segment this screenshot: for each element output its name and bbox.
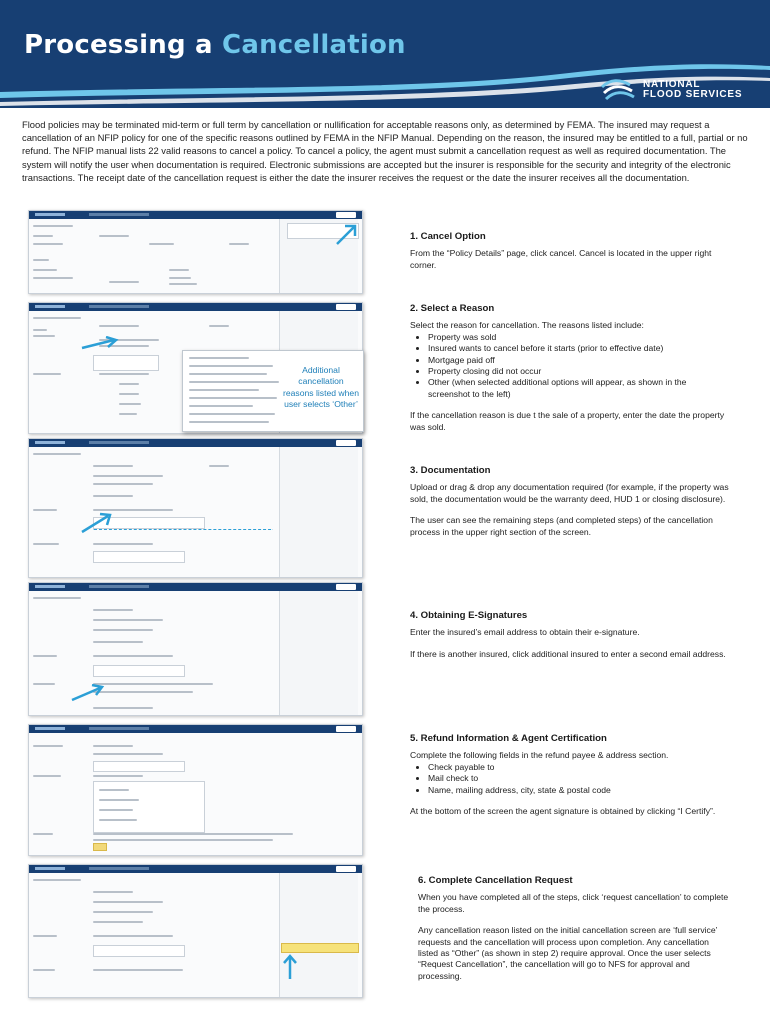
list-item: • Insured wants to cancel before it starts (prior to effective date) bbox=[428, 343, 730, 354]
step-refund-information bbox=[410, 733, 730, 827]
page-title: Processing a Cancellation bbox=[24, 30, 406, 60]
step-text: If the cancellation reason is due t the sale of a property, enter the date the property was sold. bbox=[410, 410, 725, 432]
step-heading: 2. Select a Reason bbox=[410, 303, 495, 314]
step-text: When you have completed all of the steps, click ‘request cancellation’ to complete the process. bbox=[418, 892, 729, 914]
screenshot-refund-information bbox=[28, 724, 363, 856]
arrow-up-right-icon bbox=[80, 512, 114, 534]
header-banner bbox=[0, 0, 770, 108]
nfs-logo-icon bbox=[600, 77, 636, 101]
arrow-up-icon bbox=[283, 953, 297, 981]
step-e-signatures bbox=[410, 610, 730, 670]
list-item: • Name, mailing address, city, state & postal code bbox=[428, 785, 730, 796]
callout-other-reasons: Additional cancellation reasons listed when user selects ‘Other’ bbox=[283, 365, 359, 410]
step-heading: 5. Refund Information & Agent Certification bbox=[410, 733, 607, 744]
list-item: • Other (when selected additional options will appear, as shown in the screenshot to the left) bbox=[428, 377, 730, 400]
step-text: At the bottom of the screen the agent signature is obtained by clicking “I Certify”. bbox=[410, 806, 716, 817]
arrow-right-icon bbox=[70, 684, 106, 702]
step-cancel-option bbox=[410, 231, 730, 281]
step-text: Upload or drag & drop any documentation required (for example, if the property was sold, the documentation would be the warranty deed, HUD 1 or closing disclosure). bbox=[410, 482, 729, 504]
arrow-right-icon bbox=[80, 336, 120, 350]
step-text: Select the reason for cancellation. The reasons listed include: bbox=[410, 320, 644, 331]
arrow-up-right-icon bbox=[335, 222, 359, 246]
reason-list bbox=[410, 332, 730, 400]
step-heading: 3. Documentation bbox=[410, 465, 491, 476]
brand-line2: FLOOD SERVICES bbox=[643, 89, 743, 100]
intro-paragraph: Flood policies may be terminated mid-term or full term by cancellation or nullification for acceptable reasons only, as determined by FEMA. The insured may request a cancellation of an NFIP policy for one of the specific reasons outlined by FEMA in the NFIP Manual. Depending on the reason, the insured may be entitled to a full, partial or no refund. The NFIP manual lists 22 valid reasons to cancel a policy. To cancel a policy, the agent must submit a cancellation request as well as required documentation. The system will notify the user when documentation is required. Electronic submissions are accepted but the insurer is responsible for the security and integrity of the electronic transactions. The receipt date of the cancellation request is either the date the insurer receives the request or the date the insurer receives all the documentation. bbox=[22, 119, 748, 183]
screenshot-policy-details bbox=[28, 210, 363, 294]
brand-line1: NATIONAL bbox=[643, 79, 701, 90]
list-item: • Check payable to bbox=[428, 762, 730, 773]
step-text: Complete the following fields in the refund payee & address section. bbox=[410, 750, 669, 761]
step-text: The user can see the remaining steps (and completed steps) of the cancellation process in the upper right section of the screen. bbox=[410, 515, 713, 537]
list-item: • Mortgage paid off bbox=[428, 355, 730, 366]
step-text: Any cancellation reason listed on the initial cancellation screen are ‘full service’ requests and the cancellation will process upon completion. Any cancellation listed as “Other” (as shown in step 2) require approval. Once the user selects “Request Cancellation”, the cancellation will go to NFS for approval and processing. bbox=[418, 925, 718, 981]
step-select-reason bbox=[410, 303, 730, 443]
step-documentation bbox=[410, 465, 730, 548]
screenshot-complete-request bbox=[28, 864, 363, 998]
list-item: • Mail check to bbox=[428, 773, 730, 784]
step-text: From the “Policy Details” page, click cancel. Cancel is located in the upper right corner. bbox=[410, 248, 712, 270]
step-heading: 1. Cancel Option bbox=[410, 231, 486, 242]
step-text: Enter the insured’s email address to obtain their e-signature. bbox=[410, 627, 640, 638]
refund-list bbox=[410, 762, 730, 796]
list-item: • Property closing did not occur bbox=[428, 366, 730, 377]
step-heading: 6. Complete Cancellation Request bbox=[418, 875, 573, 886]
step-text: If there is another insured, click additional insured to enter a second email address. bbox=[410, 648, 726, 659]
step-heading: 4. Obtaining E-Signatures bbox=[410, 610, 528, 621]
step-complete-request bbox=[418, 875, 730, 992]
list-item: • Property was sold bbox=[428, 332, 730, 343]
screenshot-documentation bbox=[28, 438, 363, 578]
brand-name bbox=[643, 80, 742, 100]
